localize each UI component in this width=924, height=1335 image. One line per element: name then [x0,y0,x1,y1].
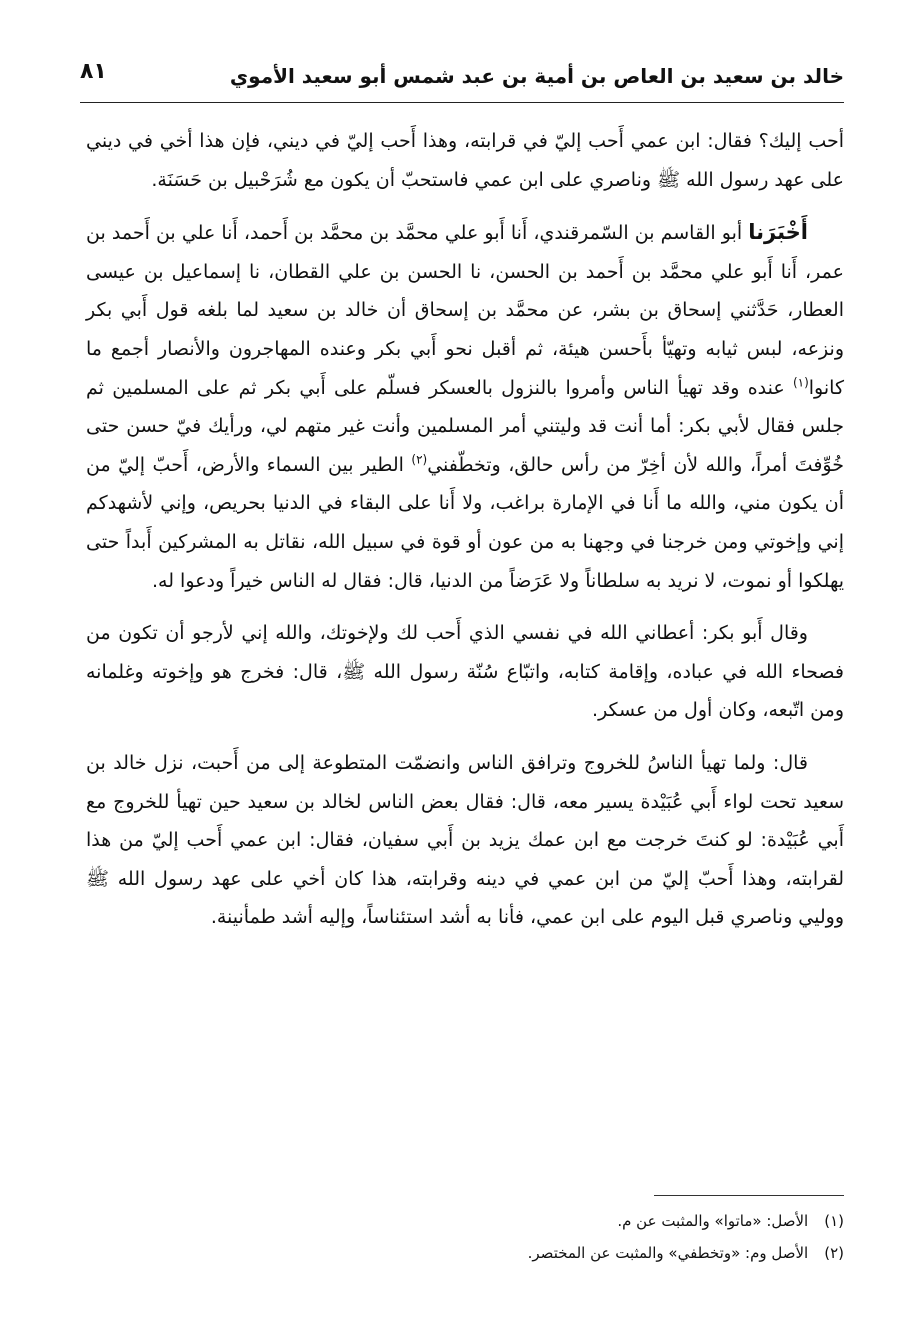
paragraph-4: قال: ولما تهيأ الناسُ للخروج وترافق الناس وانضمّت المتطوعة إلى من أَحبت، نزل خالد بن سعيد تحت لواء أَبي عُبَيْدة يسير معه، قال: فقال بعض الناس لخالد بن سعيد حين تهيأ للخروج مع أَبي عُبَيْدة: لو كنتَ خرجت مع ابن عمك يزيد بن أَبي سفيان، فقال: ابن عمي أَحب إليّ من هذا لقرابته، وهذا أَحبّ إليّ من ابن عمي في دينه وقرابته، هذا كان أخي على عهد رسول الله ﷺ ووليي وناصري قبل اليوم على ابن عمي، فأنا به أشد استئناساً، وإليه أشد طمأنينة. [86,751,844,929]
paragraph-2-part-c: الطير بين السماء والأرض، أَحبّ إليّ من أن يكون مني، والله ما أَنا في الإمارة براغب، ولا أَنا على البقاء في الدنيا بحريص، وإني لأشهدكم إني وإخوتي ومن خرجنا في وجهنا به من عون أو قوة في سبيل الله، نقاتل به المشركين أَبداً حتى يهلكوا أو نموت، لا نريد به سلطاناً ولا عَرَضاً من الدنيا، قال: فقال له الناس خيراً ودعوا له. [86,453,844,592]
footnote-1 [300,1205,844,1237]
footnote-ref-1: (١) [792,375,809,390]
paragraph-3: وقال أَبو بكر: أعطاني الله في نفسي الذي أَحب لك ولإخوتك، والله إني لأرجو أن تكون من فصحاء الله في عباده، وإقامة كتابه، واتبّاع سُنّة رسول الله ﷺ، قال: فخرج هو وإخوته وغلمانه ومن اتّبعه، وكان أول من عسكر. [86,622,844,722]
header-rule [80,102,844,103]
footnote-ref-2: (٢) [411,452,428,467]
running-title: خالد بن سعيد بن العاص بن أمية بن عبد شمس أبو سعيد الأموي [229,64,844,88]
paragraph-2-part-b: عنده وقد تهيأ الناس وأمروا بالنزول بالعسكر فسلّم على أَبي بكر ثم على المسلمين ثم جلس فقال لأبي بكر: أما أنت قد وليتني أمر المسلمين وأنت غير متهم لي، ورأيك فيّ حسن حتى خُوِّفتَ أمراً، والله لأن أخِرّ من رأس حالق، وتخطّفني [86,376,844,476]
footnote-1-number: (١) [824,1212,844,1230]
footnotes [300,1205,844,1269]
body-text [86,122,844,951]
paragraph-2-part-a: أبو القاسم بن السّمرقندي، أَنا أَبو علي محمَّد بن محمَّد بن أَحمد، أَنا علي بن أَحمد بن عمر، أَنا أَبو علي محمَّد بن أَحمد بن الحسن، نا الحسن بن علي القطان، نا إسماعيل بن عيسى العطار، حَدَّثني إسحاق بن بشر، عن محمَّد بن إسحاق أن خالد بن سعيد لما بلغه قول أَبي بكر ونزعه، لبس ثيابه وتهيّأ بأَحسن هيئة، ثم أقبل نحو أَبي بكر وعنده المهاجرون والأنصار أجمع ما كانوا [86,222,844,399]
paragraph-2 [86,213,844,600]
paragraph-1: أحب إليك؟ فقال: ابن عمي أَحب إليّ في قرابته، وهذا أَحب إليّ في ديني، فإن هذا أخي في ديني على عهد رسول الله ﷺ وناصري على ابن عمي فاستحبّ أن يكون مع شُرَحْبيل بن حَسَنَة. [86,130,844,191]
footnote-1-text: الأصل: «ماتوا» والمثبت عن م. [617,1212,809,1230]
page-number: ٨١ [80,59,107,84]
footnote-2 [300,1237,844,1269]
footnote-rule [654,1195,844,1196]
paragraph-2-lead: أَخْبَرَنا [748,220,808,245]
page-header [80,58,844,102]
footnote-2-text: الأصل وم: «وتخطفي» والمثبت عن المختصر. [527,1244,809,1262]
footnote-2-number: (٢) [824,1244,844,1262]
